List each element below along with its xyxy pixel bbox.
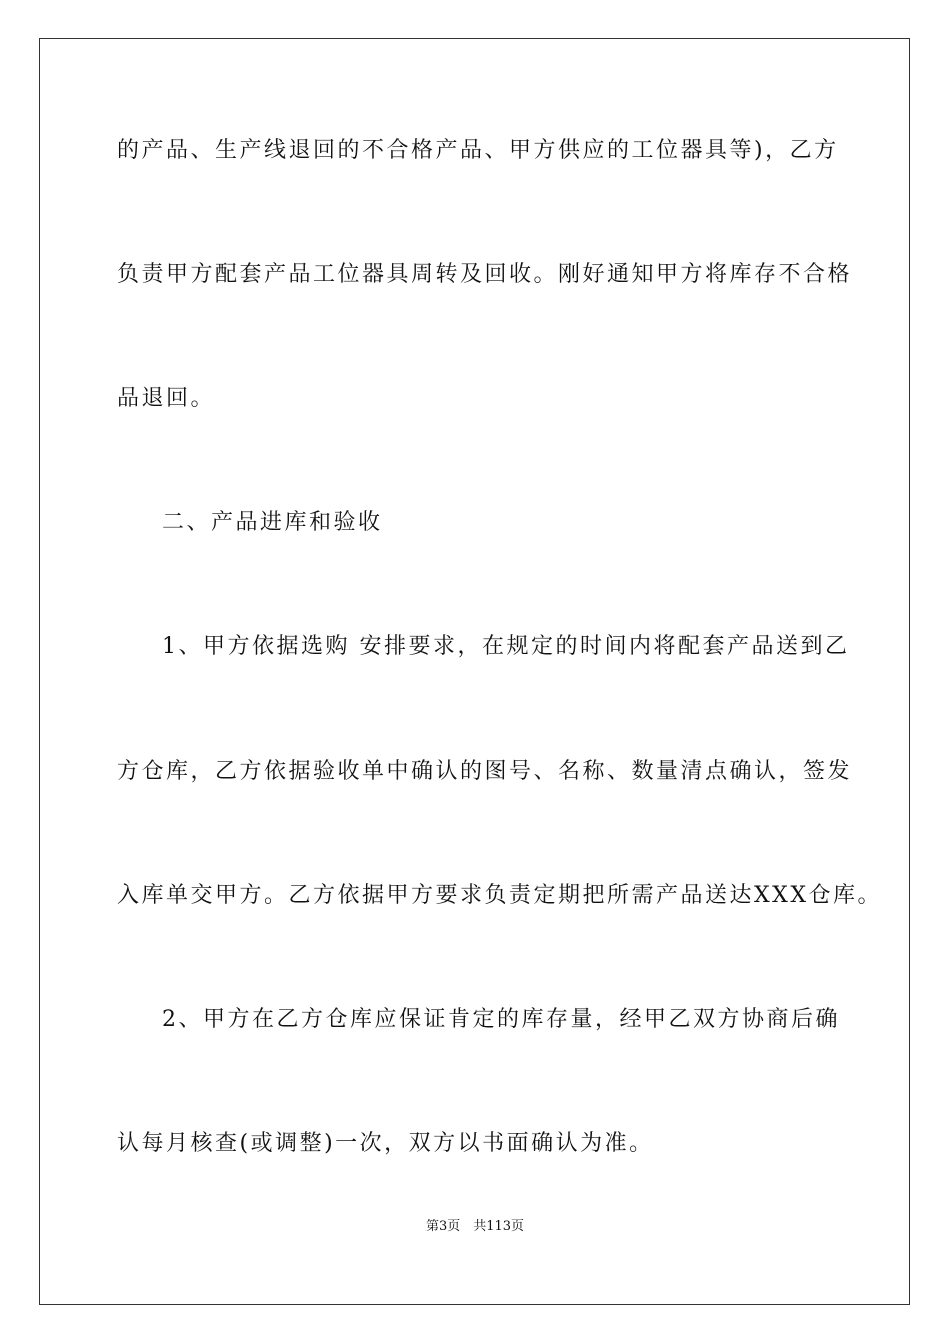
paragraph-line: 1、甲方依据选购 安排要求，在规定的时间内将配套产品送到乙 [162, 634, 850, 659]
paragraph-line: 负责甲方配套产品工位器具周转及回收。刚好通知甲方将库存不合格 [117, 262, 853, 287]
page-footer: 第3页 共113页 [425, 1219, 525, 1234]
section-heading: 二、产品进库和验收 [162, 510, 383, 535]
paragraph-line: 品退回。 [117, 386, 216, 411]
paragraph-line: 2、甲方在乙方仓库应保证肯定的库存量，经甲乙双方协商后确 [162, 1007, 840, 1032]
page-border [39, 38, 910, 1305]
paragraph-line: 认每月核查(或调整)一次，双方以书面确认为准。 [117, 1131, 654, 1156]
paragraph-line: 方仓库，乙方依据验收单中确认的图号、名称、数量清点确认，签发 [117, 759, 853, 784]
paragraph-line: 的产品、生产线退回的不合格产品、甲方供应的工位器具等)，乙方 [117, 138, 839, 163]
paragraph-line: 入库单交甲方。乙方依据甲方要求负责定期把所需产品送达XXX仓库。 [117, 883, 882, 908]
